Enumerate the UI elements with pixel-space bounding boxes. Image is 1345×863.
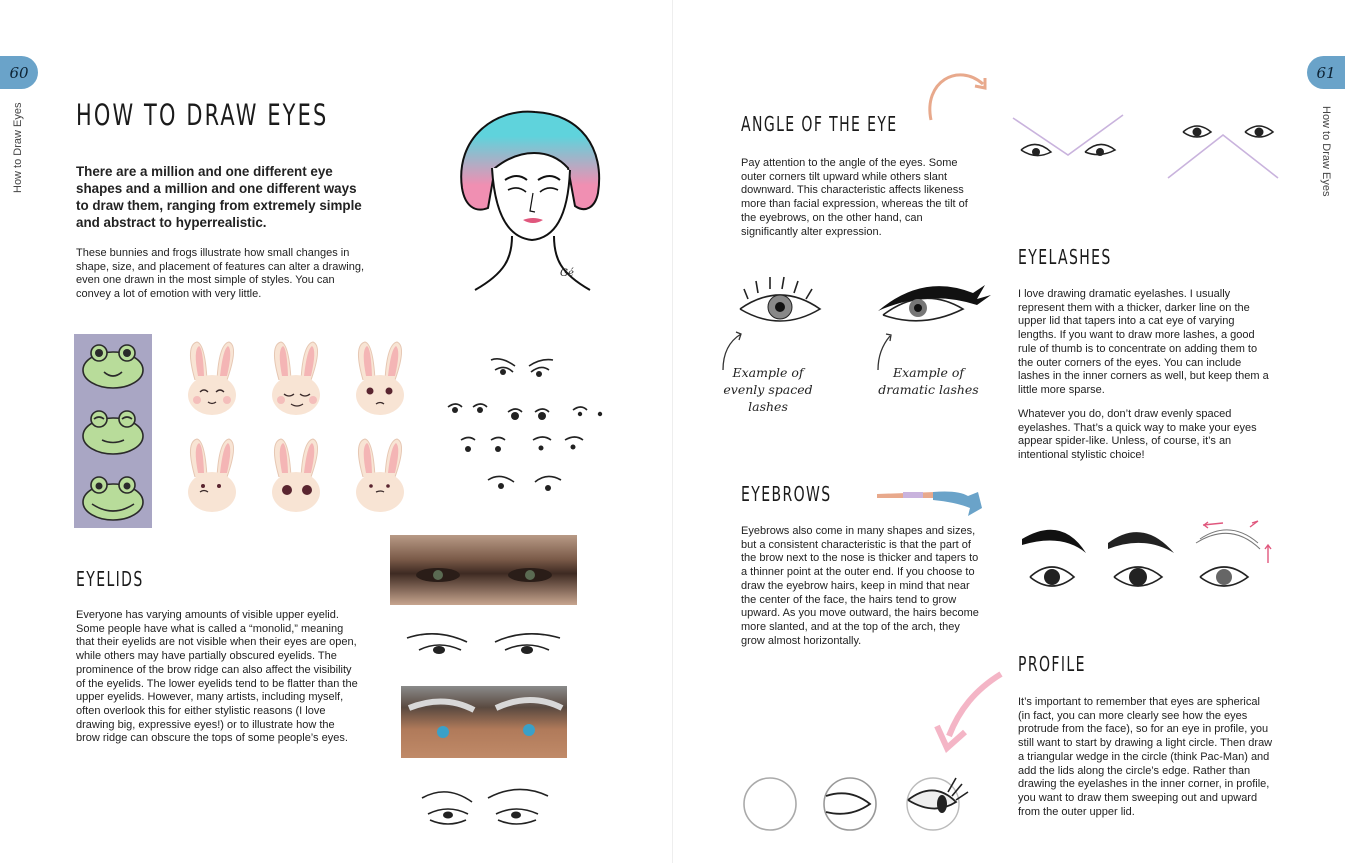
brush-stroke-arrow-icon	[873, 486, 988, 518]
eyelids-body: Everyone has varying amounts of visible upper eyelid. Some people have what is called a “monolid,” meaning that their eyelids are not visible when their eyes are open, while others may have partially obscured eyelids. The prominence of the brow ridge can also affect the visibility of the eyelids. The lower eyelids tend to be flatter than the upper eyelids. However, many artists, including myself, often overlook this for either stylistic reasons (I love drawing big, expressive eyes!) or to illustrate how the brow ridge can obscure the tops of some people’s eyes.	[76, 609, 358, 745]
cartoon-eye-expressions	[443, 352, 608, 500]
drawn-eyes-pair-2	[418, 784, 554, 829]
eyelashes-heading: EYELASHES	[1018, 245, 1112, 269]
intro-body: These bunnies and frogs illustrate how small changes in shape, size, and placement of features can alter a drawing, even one drawn in the most simple of styles. You can convey a lot of emotion with very little.	[76, 247, 365, 301]
intro-text: There are a million and one different eye shapes and a million and one different ways to draw them, ranging from extremely simple and abstract to hyperrealistic.	[76, 164, 362, 230]
eyelashes-body-2: Whatever you do, don’t draw evenly spaced eyelashes. That’s a quick way to make your eyes appear spider-like. Unless, of course, it’s an intentional stylistic choice!	[1018, 408, 1257, 462]
page-number-tab	[0, 56, 38, 89]
photo-eye-detail-2	[401, 686, 567, 758]
angle-heading: ANGLE OF THE EYE	[741, 112, 898, 136]
caption-dramatic-lashes: Example of dramatic lashes	[878, 365, 979, 397]
pink-arrow-icon	[935, 670, 1005, 752]
page-title: HOW TO DRAW EYES	[76, 98, 329, 132]
eyelashes-body-1: I love drawing dramatic eyelashes. I usually represent them with a thicker, darker line on the upper lid that tapers into a cat eye of varying lengths. If you want to draw more lashes, a good rule of thumb is to concentrate on adding them to the outer corners of the eyes. You can include lashes in the inner corners as well, but keep them a little more sparse.	[1018, 288, 1269, 396]
drawn-eyes-pair-1	[405, 628, 575, 663]
profile-heading: PROFILE	[1018, 652, 1086, 676]
page-number: 60	[9, 63, 29, 82]
eyes-photo-elderly	[401, 686, 567, 758]
running-head-right: How to Draw Eyes	[1320, 106, 1332, 197]
frog-faces-illustration	[74, 334, 152, 528]
woman-portrait-illustration	[450, 108, 610, 298]
right-page	[673, 0, 1345, 863]
eyelids-heading: EYELIDS	[76, 567, 144, 591]
eyebrows-heading: EYEBROWS	[741, 482, 832, 506]
svg-text:Gé: Gé	[560, 268, 574, 279]
profile-eye-steps-illustration	[738, 770, 983, 835]
eyebrow-types-illustration	[1018, 515, 1278, 600]
eye-angle-guides-illustration	[1013, 110, 1283, 185]
bunny-faces-illustration	[183, 340, 433, 525]
page-number-tab-right	[1307, 56, 1345, 89]
eyes-photo-young	[390, 535, 577, 605]
eyebrows-body: Eyebrows also come in many shapes and sizes, but a consistent characteristic is that the part of the brow next to the nose is thicker and tapers to a thinner point at the outer end. If you choose to draw the eyebrow hairs, keep in mind that near the center of the face, the hairs tend to grow upward. As you move outward, the hairs become more slanted, and at the top of the arch, they grow almost horizontally.	[741, 525, 979, 647]
curved-arrow-icon	[923, 62, 993, 122]
left-page	[0, 0, 672, 863]
angle-body: Pay attention to the angle of the eyes. Some outer corners tilt upward while others slant downward. This characteristic affects likeness more than facial expression, whereas the tilt of the eyebrows, on the other hand, can significantly alter expression.	[741, 157, 968, 238]
running-head: How to Draw Eyes	[12, 102, 24, 193]
frog-panel	[74, 334, 152, 528]
profile-body: It’s important to remember that eyes are spherical (in fact, you can more clearly see how the eyes protrude from the face), so for an eye in profile, you still want to start by drawing a light circle. Then draw a triangular wedge in the circle (think Pac-Man) and add the lids along the circle’s edge. Rather than drawing the eyelashes in the inner corner, in profile, you want to draw them sweeping out and upward from the outer upper lid.	[1018, 696, 1273, 818]
page-number-right: 61	[1316, 63, 1336, 82]
photo-eye-detail	[390, 535, 577, 605]
caption-even-lashes: Example of evenly spaced lashes	[723, 365, 813, 414]
